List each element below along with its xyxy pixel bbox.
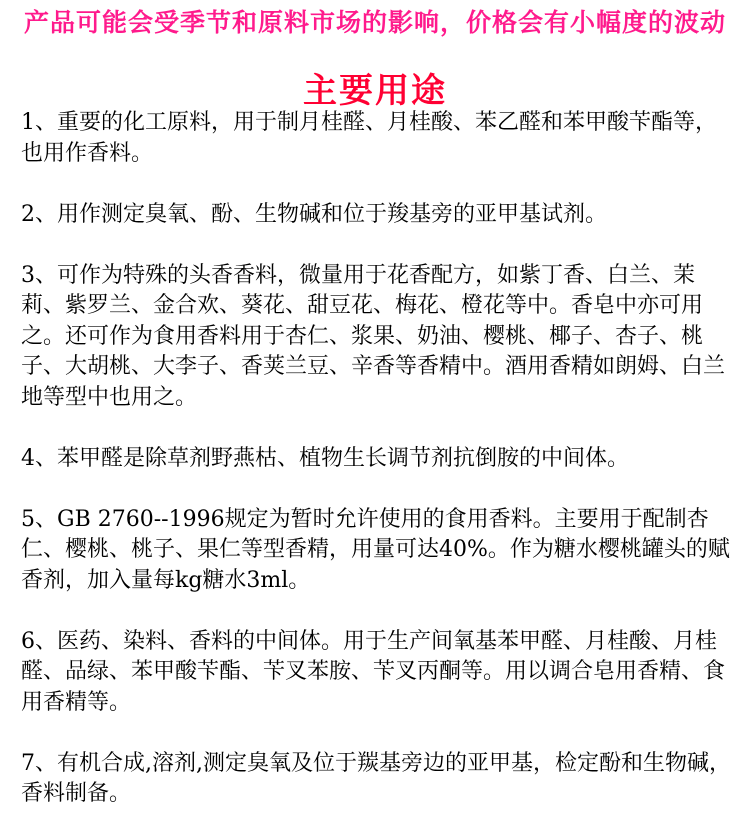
usage-item-2: 2、用作测定臭氧、酚、生物碱和位于羧基旁的亚甲基试剂。 (21, 201, 607, 227)
section-title: 主要用途 (303, 71, 447, 111)
usage-list (21, 108, 736, 840)
price-notice: 产品可能会受季节和原料市场的影响，价格会有小幅度的波动 (23, 8, 726, 37)
usage-item-4: 4、苯甲醛是除草剂野燕枯、植物生长调节剂抗倒胺的中间体。 (21, 445, 629, 471)
usage-item-5: 5、GB 2760--1996规定为暂时允许使用的食用香料。主要用于配制杏仁、樱桃、桃子、果仁等型香精，用量可达40%。作为糖水樱桃罐头的赋香剂，加入量每kg糖水3ml。 (21, 506, 730, 593)
usage-item-6: 6、医药、染料、香料的中间体。用于生产间氧基苯甲醛、月桂酸、月桂醛、品绿、苯甲酸苄酯、苄叉苯胺、苄叉丙酮等。用以调合皂用香精、食用香精等。 (21, 628, 726, 715)
usage-item-3: 3、可作为特殊的头香香料，微量用于花香配方，如紫丁香、白兰、茉莉、紫罗兰、金合欢、葵花、甜豆花、梅花、橙花等中。香皂中亦可用之。还可作为食用香料用于杏仁、浆果、奶油、樱桃、椰子、杏子、桃子、大胡桃、大李子、香荚兰豆、辛香等香精中。酒用香精如朗姆、白兰地等型中也用之。 (21, 262, 726, 410)
usage-item-7: 7、有机合成,溶剂,测定臭氧及位于羰基旁边的亚甲基，检定酚和生物碱，香料制备。 (21, 750, 731, 806)
usage-item-1: 1、重要的化工原料，用于制月桂醛、月桂酸、苯乙醛和苯甲酸苄酯等，也用作香料。 (21, 110, 717, 166)
